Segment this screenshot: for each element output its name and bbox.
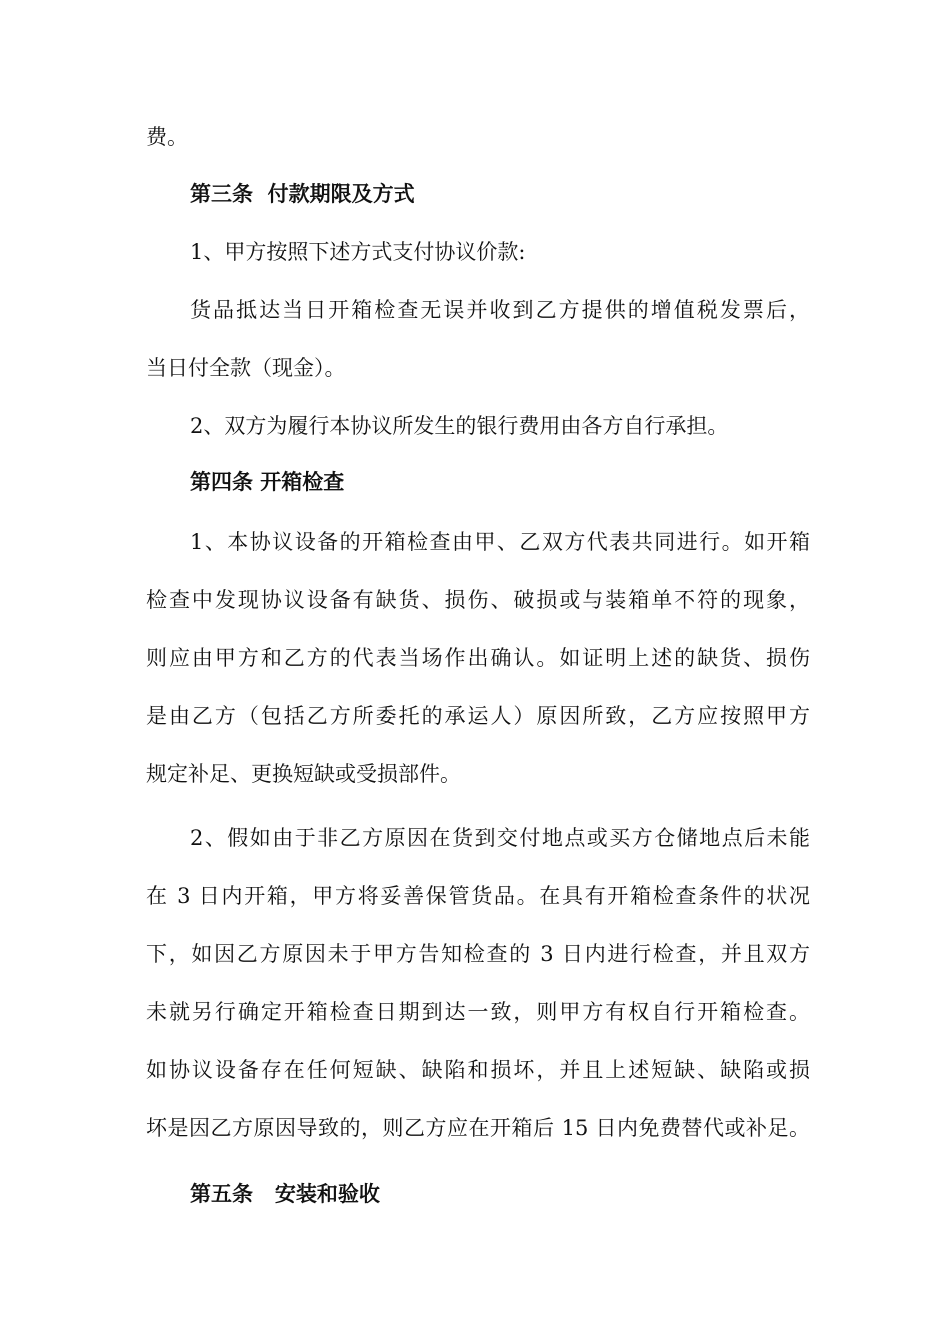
paragraph-line: 检查中发现协议设备有缺货、损伤、破损或与装箱单不符的现象，	[146, 588, 810, 612]
paragraph-line: 当日付全款（现金）。	[146, 356, 346, 380]
section-heading-article-3: 第三条 付款期限及方式	[190, 181, 415, 206]
paragraph-line: 1、甲方按照下述方式支付协议价款:	[190, 240, 526, 264]
paragraph-line: 货品抵达当日开箱检查无误并收到乙方提供的增值税发票后，	[190, 298, 810, 322]
paragraph-line: 坏是因乙方原因导致的，则乙方应在开箱后 15 日内免费替代或补足。	[146, 1116, 810, 1140]
paragraph-line: 未就另行确定开箱检查日期到达一致，则甲方有权自行开箱检查。	[146, 1000, 810, 1024]
paragraph-line: 1、本协议设备的开箱检查由甲、乙双方代表共同进行。如开箱	[190, 530, 810, 554]
paragraph-line: 下，如因乙方原因未于甲方告知检查的 3 日内进行检查，并且双方	[146, 942, 810, 966]
paragraph-line: 如协议设备存在任何短缺、缺陷和损坏，并且上述短缺、缺陷或损	[146, 1058, 810, 1082]
paragraph-line: 2、双方为履行本协议所发生的银行费用由各方自行承担。	[190, 414, 729, 438]
section-heading-article-4: 第四条 开箱检查	[190, 469, 345, 494]
paragraph-line: 是由乙方（包括乙方所委托的承运人）原因所致，乙方应按照甲方	[146, 704, 810, 728]
paragraph-line: 则应由甲方和乙方的代表当场作出确认。如证明上述的缺货、损伤	[146, 646, 810, 670]
paragraph-line: 费。	[146, 125, 188, 149]
paragraph-line: 在 3 日内开箱，甲方将妥善保管货品。在具有开箱检查条件的状况	[146, 884, 810, 908]
paragraph-line: 2、假如由于非乙方原因在货到交付地点或买方仓储地点后未能	[190, 826, 810, 850]
section-heading-article-5: 第五条 安装和验收	[190, 1181, 380, 1206]
paragraph-line: 规定补足、更换短缺或受损部件。	[146, 762, 461, 786]
